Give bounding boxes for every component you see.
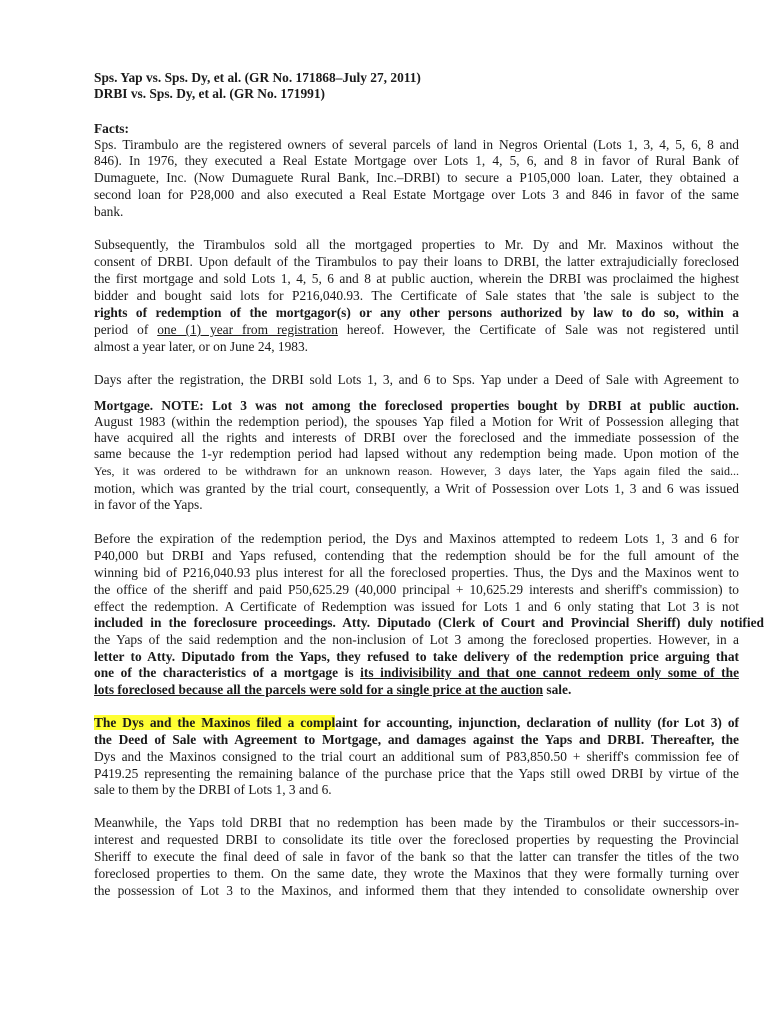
p4-line-8-bold: letter to Atty. Diputado from the Yaps, they refused to take delivery of the redemption price arguing that <box>94 649 739 664</box>
p1-line-1: Sps. Tirambulo are the registered owners of several parcels of land in Negros Oriental (Lots 1, 3, 4, 5, 6, 8 and <box>94 137 739 152</box>
p5-line-1-rest: aint for accounting, injunction, declaration of nullity (for Lot 3) of <box>335 715 739 730</box>
p4-line-5: effect the redemption. A Certificate of Redemption was issued for Lots 1 and 6 only stating that Lot 3 is not <box>94 599 739 614</box>
p5-line-3: Dys and the Maxinos consigned to the trial court an additional sum of P83,850.50 + sheriff's commission fee of <box>94 749 739 764</box>
p4-line-4: the office of the sheriff and paid P50,625.29 (40,000 principal + 10,625.29 interests and sheriff's commission) to <box>94 582 739 597</box>
p5-line-5: sale to them by the DRBI of Lots 1, 3 and 6. <box>94 782 332 797</box>
case-title-1: Sps. Yap vs. Sps. Dy, et al. (GR No. 171868–July 27, 2011) <box>94 70 421 85</box>
p6-line-4: foreclosed properties to them. On the same date, they wrote the Maxinos that they were formally turning over <box>94 866 739 881</box>
p6-line-5: the possession of Lot 3 to the Maxinos, and informed them that they intended to consolidate ownership over <box>94 883 739 898</box>
p6-line-1: Meanwhile, the Yaps told DRBI that no redemption has been made by the Tirambulos or their successors-in- <box>94 815 739 830</box>
p2-line-6 <box>94 322 739 338</box>
p3-line-4: have acquired all the rights and interests of DRBI over the foreclosed and the immediate possession of the <box>94 430 739 445</box>
p4-line-1: Before the expiration of the redemption period, the Dys and Maxinos attempted to redeem Lots 1, 3 and 6 for <box>94 531 739 546</box>
p4-line-2: P40,000 but DRBI and Yaps refused, contending that the redemption should be for the full amount of the <box>94 548 739 563</box>
case-title-2: DRBI vs. Sps. Dy, et al. (GR No. 171991) <box>94 86 326 101</box>
p2-line-2: consent of DRBI. Upon default of the Tirambulos to pay their loans to DRBI, the latter extrajudicially foreclosed <box>94 254 739 269</box>
p1-line-5: bank. <box>94 204 124 219</box>
p4-line-3: winning bid of P216,040.93 plus interest for all the foreclosed properties. Thus, the Dys and the Maxinos went to <box>94 565 739 580</box>
p5-line-1-bold <box>94 715 739 731</box>
p4-line-7: the Yaps of the said redemption and the non-inclusion of Lot 3 among the foreclosed properties. However, in a <box>94 632 739 647</box>
p5-line-2-bold: the Deed of Sale with Agreement to Mortgage, and damages against the Yaps and DRBI. Thereafter, the <box>94 732 739 747</box>
p6-line-3: Sheriff to execute the final deed of sale in favor of the bank so that the latter can transfer the titles of the two <box>94 849 739 864</box>
indivisibility-underline: its indivisibility and that one cannot redeem only some of the <box>360 665 740 680</box>
p1-line-3: Dumaguete, Inc. (Now Dumaguete Rural Bank, Inc.–DRBI) to secure a P105,000 loan. Later, they obtained a <box>94 170 739 185</box>
p1-line-4: second loan for P28,000 and also executed a Real Estate Mortgage over Lots 3 and 846 in favor of the same <box>94 187 739 202</box>
p2-line-1: Subsequently, the Tirambulos sold all the mortgaged properties to Mr. Dy and Mr. Maxinos without the <box>94 237 739 252</box>
p2-line-4: bidder and bought said lots for P216,040.93. The Certificate of Sale states that 'the sale is subject to the <box>94 288 739 303</box>
p3-line-8: in favor of the Yaps. <box>94 497 203 512</box>
p2-line-3: the first mortgage and sold Lots 1, 4, 5, 6 and 8 at public auction, wherein the DRBI was proclaimed the highest <box>94 271 739 286</box>
single-price-underline: lots foreclosed because all the parcels were sold for a single price at the auction <box>94 682 544 697</box>
p4-line-9-bold <box>94 665 739 681</box>
p3-line-3: August 1983 (within the redemption period), the spouses Yap filed a Motion for Writ of Possession alleging that <box>94 414 739 429</box>
p4-line-10-b: sale. <box>543 682 572 697</box>
p4-line-10-bold <box>94 682 739 698</box>
p3-line-1: Days after the registration, the DRBI sold Lots 1, 3, and 6 to Sps. Yap under a Deed of Sale with Agreement to <box>94 372 739 387</box>
p3-line-6-small: Yes, it was ordered to be withdrawn for an unknown reason. However, 3 days later, the Yaps again filed the said... <box>94 464 739 478</box>
highlighted-text: The Dys and the Maxinos filed a compl <box>94 715 336 730</box>
p2-line-6-a: period of <box>94 322 158 337</box>
p3-line-7: motion, which was granted by the trial court, consequently, a Writ of Possession over Lots 1, 3 and 6 was issued <box>94 481 739 496</box>
p1-line-2: 846). In 1976, they executed a Real Estate Mortgage over Lots 1, 4, 5, 6, and 8 in favor of Rural Bank of <box>94 153 739 168</box>
p5-line-4: P419.25 representing the remaining balance of the purchase price that the Yaps still owed DRBI by virtue of the <box>94 766 739 781</box>
p6-line-2: interest and requested DRBI to consolidate its title over the foreclosed properties by requesting the Provincial <box>94 832 739 847</box>
redemption-period-underline: one (1) year from registration <box>157 322 338 337</box>
p4-line-9-a: one of the characteristics of a mortgage is <box>94 665 361 680</box>
p2-line-5-bold: rights of redemption of the mortgagor(s) or any other persons authorized by law to do so, within a <box>94 305 739 320</box>
p2-line-7: almost a year later, or on June 24, 1983. <box>94 339 309 354</box>
p4-line-6-bold: included in the foreclosure proceedings. Atty. Diputado (Clerk of Court and Provincial Sheriff) duly notified <box>94 615 764 630</box>
facts-heading: Facts: <box>94 121 129 136</box>
p3-line-5: same because the 1-yr redemption period had lapsed without any redemption being made. Upon motion of the <box>94 446 739 461</box>
p3-line-2-bold: Mortgage. NOTE: Lot 3 was not among the foreclosed properties bought by DRBI at public auction. <box>94 398 739 413</box>
p2-line-6-c: hereof. However, the Certificate of Sale was not registered until <box>337 322 739 337</box>
